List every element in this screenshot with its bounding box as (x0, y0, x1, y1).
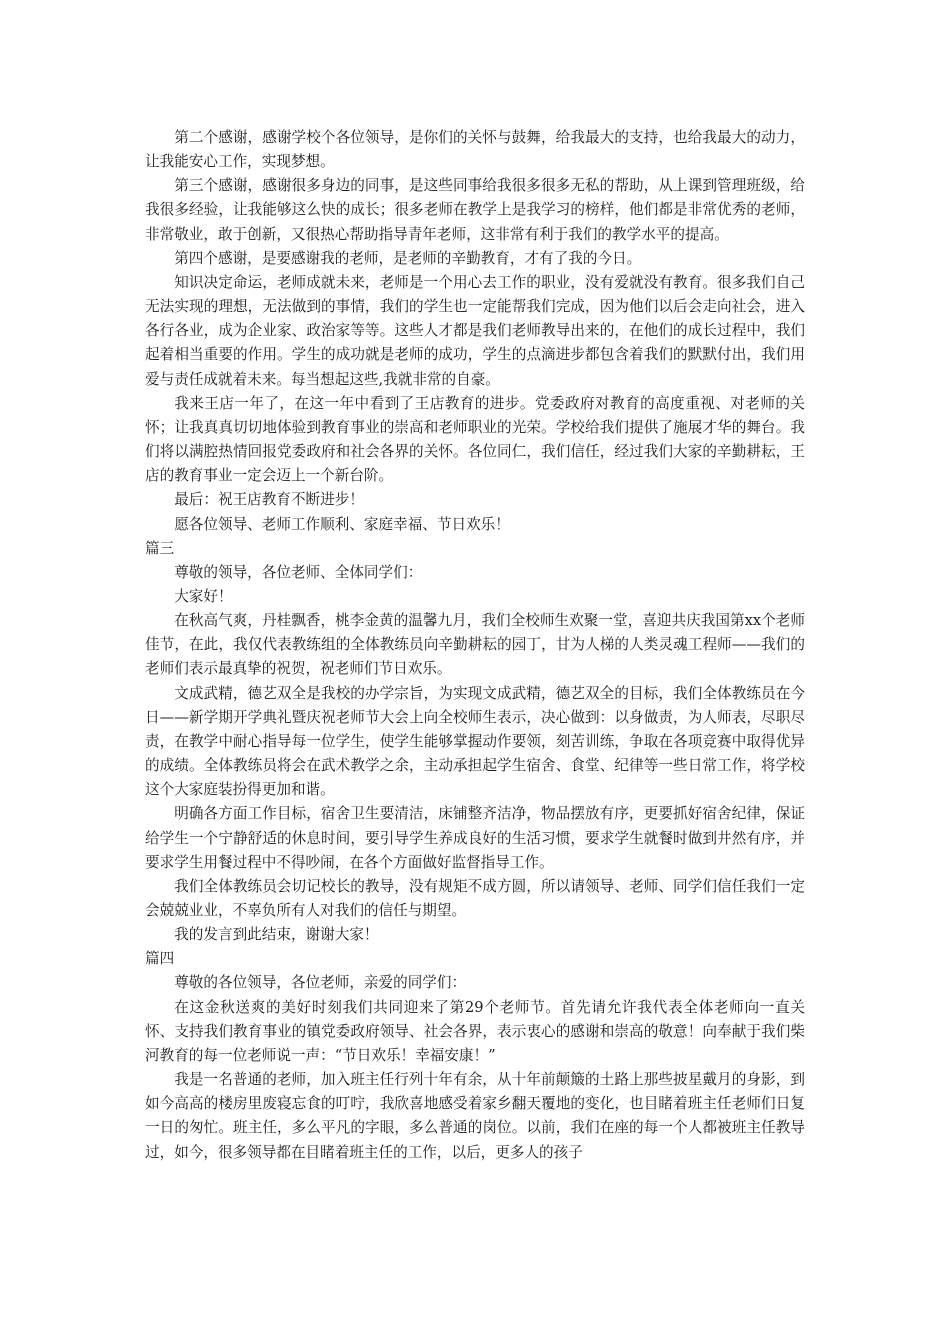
paragraph-martial-arts: 文成武精，德艺双全是我校的办学宗旨，为实现文成武精，德艺双全的目标，我们全体教练员在今日——新学期开学典礼暨庆祝老师节大会上向全校师生表示，决心做到：以身做责，为人师表，尽职尽责，在教学中耐心指导每一位学生，使学生能够掌握动作要领，刻苦训练，争取在各项竞赛中取得优异的成绩。全体教练员将会在武术教学之余，主动承担起学生宿舍、食堂、纪律等一些日常工作，将学校这个大家庭装扮得更加和谐。 (145, 684, 805, 799)
document-page (145, 126, 805, 1165)
paragraph-greeting: 大家好！ (174, 587, 233, 605)
paragraph-wangdian-year: 我来王店一年了，在这一年中看到了王店教育的进步。党委政府对教育的高度重视、对老师的关怀；让我真真切切地体验到教育事业的崇高和老师职业的光荣。学校给我们提供了施展才华的舞台。我们将以满腔热情回报党委政府和社会各界的关怀。各位同仁，我们信任，经过我们大家的辛勤耕耘，王店的教育事业一定会迈上一个新台阶。 (145, 394, 805, 485)
paragraph-finally: 最后：祝王店教育不断进步！ (174, 491, 364, 509)
paragraph-work-goals: 明确各方面工作目标，宿舍卫生要清洁，床铺整齐洁净，物品摆放有序，更要抓好宿舍纪律，保证给学生一个宁静舒适的休息时间，要引导学生养成良好的生活习惯，要求学生就餐时做到井然有序，并要求学生用餐过程中不得吵闹，在各个方面做好监督指导工作。 (145, 805, 805, 871)
paragraph-wishes: 愿各位领导、老师工作顺利、家庭幸福、节日欢乐！ (174, 515, 510, 533)
section-heading-part-3: 篇三 (145, 539, 175, 557)
paragraph-thanks-teachers: 第四个感谢，是要感谢我的老师，是老师的辛勤教育，才有了我的今日。 (174, 249, 642, 267)
paragraph-salutation-3: 尊敬的领导，各位老师、全体同学们： (174, 563, 423, 581)
paragraph-closing-3: 我的发言到此结束，谢谢大家！ (174, 926, 379, 944)
paragraph-thanks-leaders: 第二个感谢，感谢学校个各位领导，是你们的关怀与鼓舞，给我最大的支持，也给我最大的动力，让我能安心工作，实现梦想。 (145, 129, 805, 171)
paragraph-teachers-day: 在这金秋送爽的美好时刻我们共同迎来了第29个老师节。首先请允许我代表全体老师向一直关怀、支持我们教育事业的镇党委政府领导、社会各界，表示衷心的感谢和崇高的敬意！向奉献于我们柴河教育的每一位老师说一声：“节日欢乐！幸福安康！” (145, 998, 805, 1064)
paragraph-thanks-colleagues: 第三个感谢，感谢很多身边的同事，是这些同事给我很多很多无私的帮助，从上课到管理班级，给我很多经验，让我能够这么快的成长；很多老师在教学上是我学习的榜样，他们都是非常优秀的老师，非常敬业，敢于创新，又很热心帮助指导青年老师，这非常有利于我们的教学水平的提高。 (145, 177, 805, 243)
paragraph-salutation-4: 尊敬的各位领导，各位老师，亲爱的同学们： (174, 974, 467, 992)
paragraph-principal-teaching: 我们全体教练员会切记校长的教导，没有规矩不成方圆，所以请领导、老师、同学们信任我们一定会兢兢业业，不辜负所有人对我们的信任与期望。 (145, 877, 805, 919)
paragraph-autumn: 在秋高气爽，丹桂飘香，桃李金黄的温馨九月，我们全校师生欢聚一堂，喜迎共庆我国第xx个老师佳节，在此，我仅代表教练组的全体教练员向辛勤耕耘的园丁，甘为人梯的人类灵魂工程师——我们的老师们表示最真挚的祝贺，祝老师们节日欢乐。 (145, 612, 805, 678)
section-heading-part-4: 篇四 (145, 950, 175, 968)
paragraph-knowledge: 知识决定命运，老师成就未来，老师是一个用心去工作的职业，没有爱就没有教育。很多我们自己无法实现的理想，无法做到的事情，我们的学生也一定能帮我们完成，因为他们以后会走向社会，进入各行各业，成为企业家、政治家等等。这些人才都是我们老师教导出来的，在他们的成长过程中，我们起着相当重要的作用。学生的成功就是老师的成功，学生的点滴进步都包含着我们的默默付出，我们用爱与责任成就着未来。每当想起这些,我就非常的自豪。 (145, 273, 805, 388)
paragraph-class-teacher: 我是一名普通的老师，加入班主任行列十年有余，从十年前颠簸的土路上那些披星戴月的身影，到如今高高的楼房里废寝忘食的叮咛，我欣喜地感受着家乡翻天覆地的变化，也目睹着班主任老师们日复一日的匆忙。班主任，多么平凡的字眼，多么普通的岗位。以前，我们在座的每一个人都被班主任教导过，如今，很多领导都在目睹着班主任的工作，以后，更多人的孩子 (145, 1071, 805, 1161)
